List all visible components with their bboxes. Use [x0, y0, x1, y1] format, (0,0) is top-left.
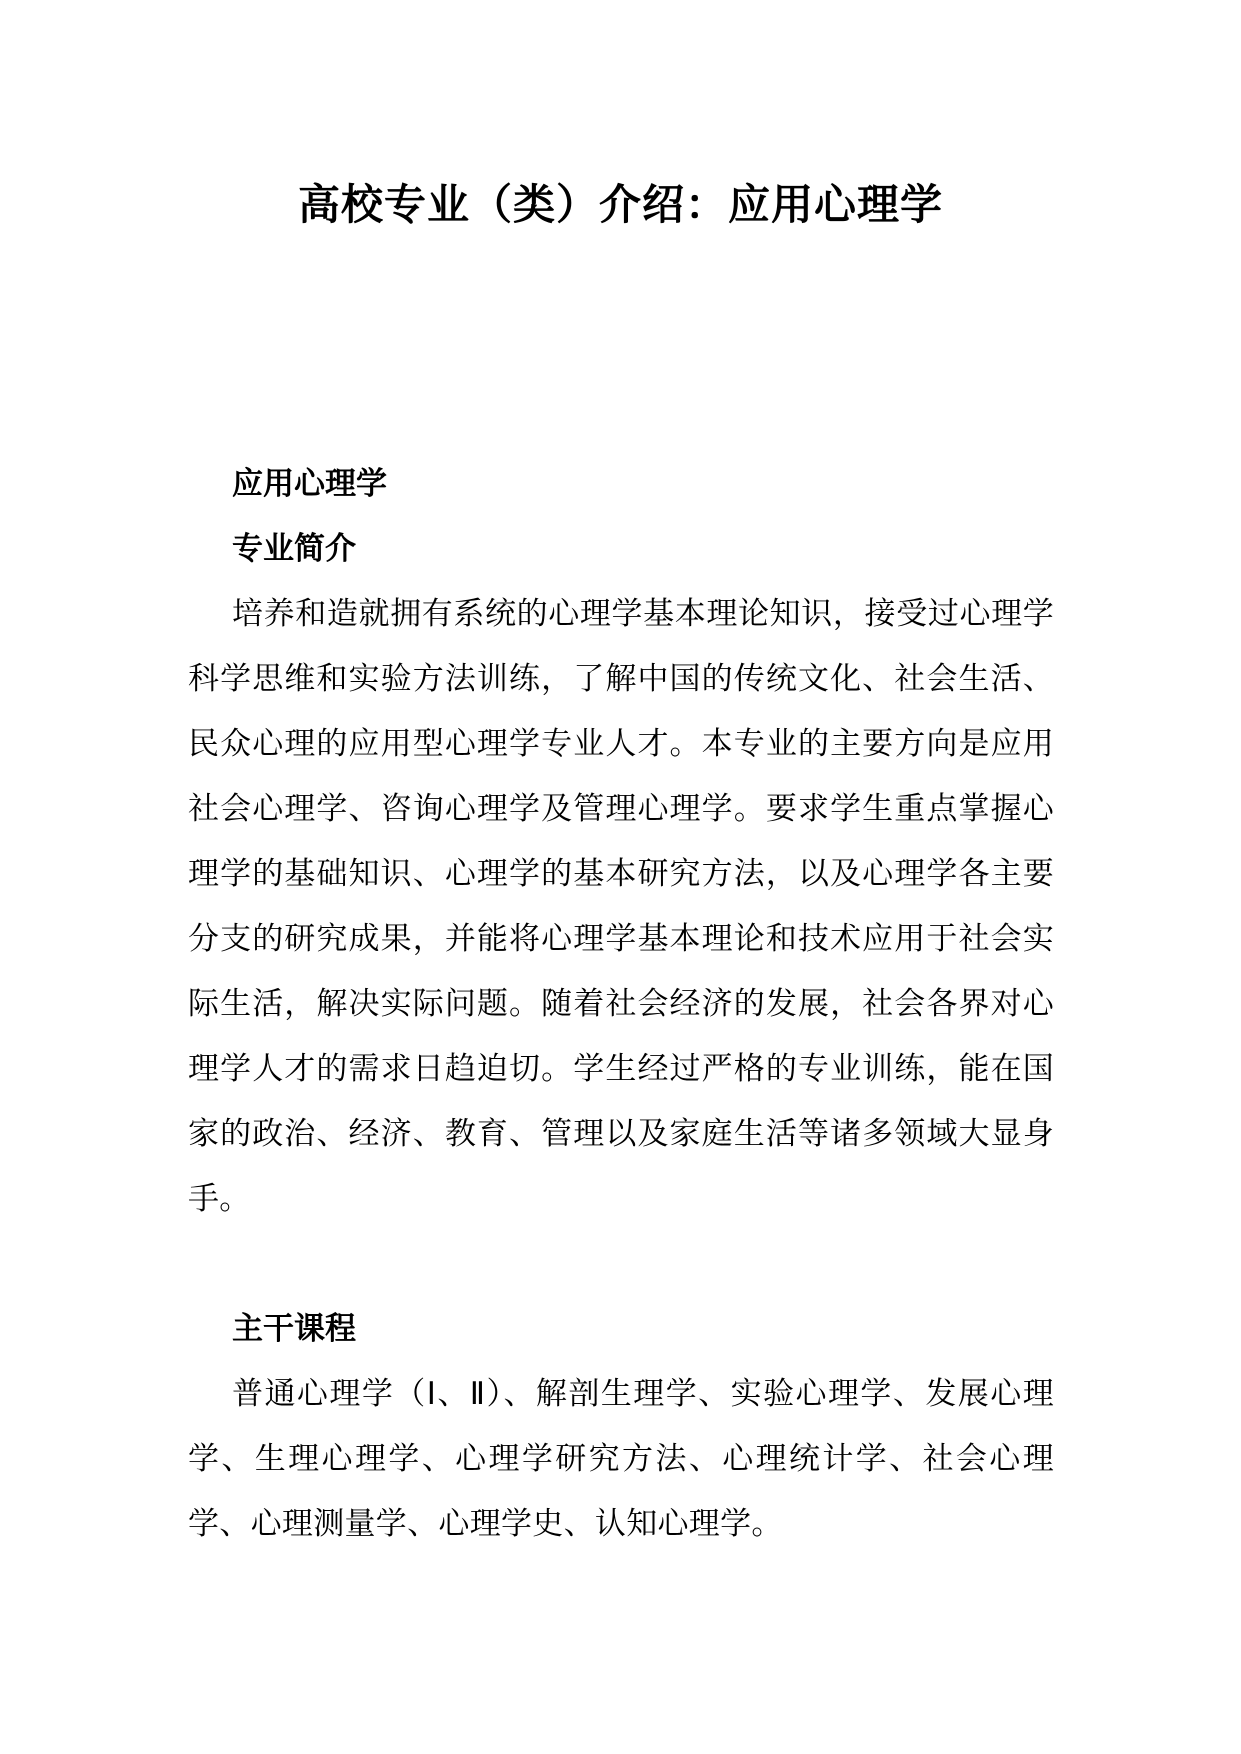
- section-heading-courses: 主干课程: [232, 1311, 356, 1347]
- section-body-courses: 普通心理学（Ⅰ、Ⅱ）、解剖生理学、实验心理学、发展心理学、生理心理学、心理学研究方法、心理统计学、社会心理学、心理测量学、心理学史、认知心理学。: [188, 1376, 1054, 1542]
- major-name-heading: 应用心理学: [232, 466, 387, 502]
- section-heading-intro: 专业简介: [232, 531, 356, 567]
- document-title: 高校专业（类）介绍：应用心理学: [297, 180, 943, 229]
- section-body-intro: 培养和造就拥有系统的心理学基本理论知识，接受过心理学科学思维和实验方法训练，了解中国的传统文化、社会生活、民众心理的应用型心理学专业人才。本专业的主要方向是应用社会心理学、咨询心理学及管理心理学。要求学生重点掌握心理学的基础知识、心理学的基本研究方法，以及心理学各主要分支的研究成果，并能将心理学基本理论和技术应用于社会实际生活，解决实际问题。随着社会经济的发展，社会各界对心理学人才的需求日趋迫切。学生经过严格的专业训练，能在国家的政治、经济、教育、管理以及家庭生活等诸多领域大显身手。: [188, 596, 1054, 1217]
- document-content: [188, 452, 1054, 1557]
- section-spacer: [188, 1232, 1054, 1297]
